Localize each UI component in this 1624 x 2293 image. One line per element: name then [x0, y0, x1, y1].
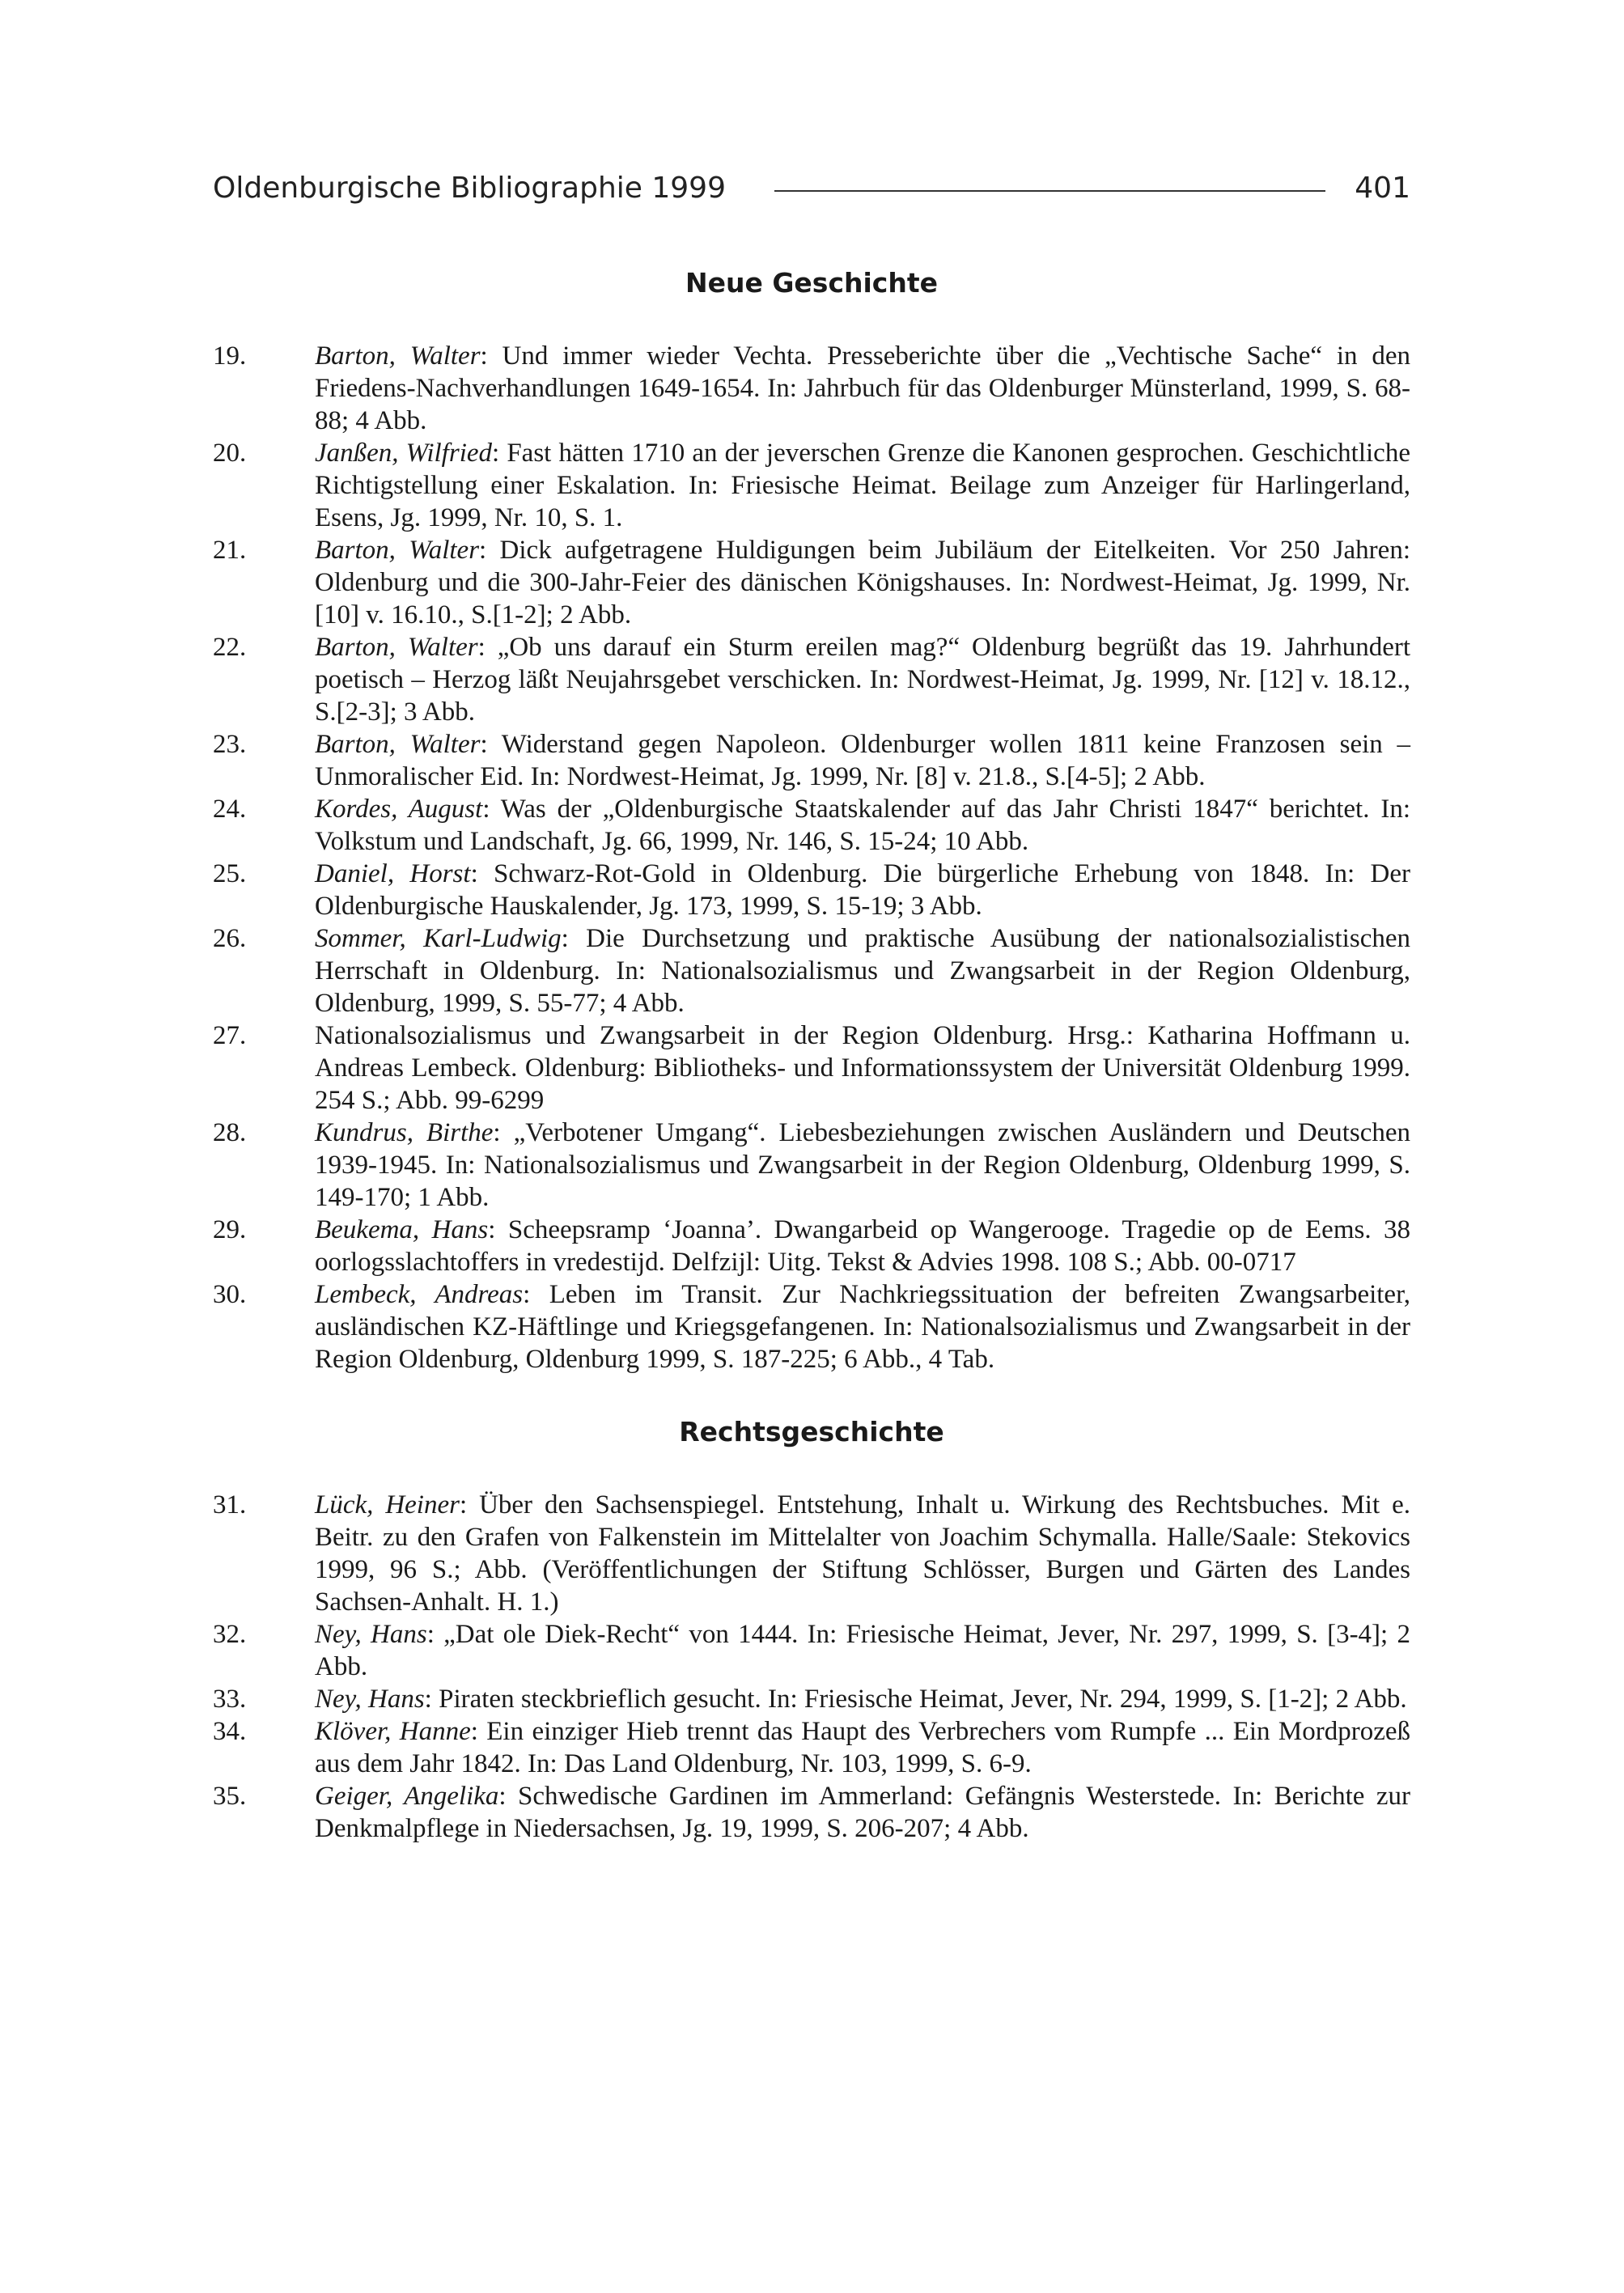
entry-text: [315, 922, 1410, 1019]
entry-author: Ney, Hans: [315, 1685, 425, 1714]
bibliography-entry: [213, 534, 1410, 631]
entry-text: [315, 1618, 1410, 1683]
entry-body: : Ein einziger Hieb trennt das Haupt des Verbrechers vom Rumpfe ... Ein Mordprozeß aus dem Jahr 1842. In: Das Land Oldenburg, Nr. 103, 1999, S. 6-9.: [315, 1717, 1410, 1778]
entry-number: 27.: [213, 1021, 247, 1050]
entry-number: 25.: [213, 859, 247, 888]
entry-number: 22.: [213, 633, 247, 662]
entry-number: 31.: [213, 1490, 247, 1519]
entry-body: : Piraten steckbrieflich gesucht. In: Friesische Heimat, Jever, Nr. 294, 1999, S. [1-2]; 2 Abb.: [424, 1685, 1407, 1714]
entry-number: 28.: [213, 1118, 247, 1147]
entry-body: : Schwarz-Rot-Gold in Oldenburg. Die bürgerliche Erhebung von 1848. In: Der Oldenburgische Hauskalender, Jg. 173, 1999, S. 15-19; 3 Abb.: [315, 859, 1410, 921]
entry-body: : Über den Sachsenspiegel. Entstehung, Inhalt u. Wirkung des Rechtsbuches. Mit e. Beitr. zu den Grafen von Falkenstein im Mittelalter von Joachim Schymalla. Halle/Saale: Stekovics 1999, 96 S.; Abb. (Veröffentlichungen der Stiftung Schlösser, Burgen und Gärten des Landes Sachsen-Anhalt. H. 1.): [315, 1490, 1410, 1617]
entry-number: 24.: [213, 795, 247, 824]
running-title: Oldenburgische Bibliographie 1999: [213, 171, 726, 205]
entry-author: Daniel, Horst: [315, 859, 471, 888]
section-heading: Neue Geschichte: [685, 267, 939, 299]
entry-body: : Scheepsramp ‘Joanna’. Dwangarbeid op Wangerooge. Tragedie op de Eems. 38 oorlogsslachtoffers in vredestijd. Delfzijl: Uitg. Tekst & Advies 1998. 108 S.; Abb. 00-0717: [315, 1215, 1410, 1277]
running-head: [213, 163, 1410, 212]
bibliography-entry: [213, 437, 1410, 534]
bibliography-entry: [213, 922, 1410, 1019]
entry-text: [315, 1715, 1410, 1780]
entry-author: Barton, Walter: [315, 341, 481, 371]
header-rule: [774, 190, 1325, 192]
entry-author: Barton, Walter: [315, 730, 481, 759]
entry-text: [315, 631, 1410, 728]
entry-body: : Und immer wieder Vechta. Presseberichte über die „Vechtische Sache“ in den Friedens-Nachverhandlungen 1649-1654. In: Jahrbuch für das Oldenburger Münsterland, 1999, S. 68-88; 4 Abb.: [315, 341, 1410, 435]
entry-text: [315, 340, 1410, 437]
entry-text: [315, 1278, 1410, 1375]
entry-number: 19.: [213, 341, 247, 371]
entry-number: 21.: [213, 536, 247, 565]
entry-number: 29.: [213, 1215, 247, 1244]
entry-body: Nationalsozialismus und Zwangsarbeit in der Region Oldenburg. Hrsg.: Katharina Hoffmann u. Andreas Lembeck. Oldenburg: Bibliotheks- und Informationssystem der Universität Oldenburg 1999. 254 S.; Abb. 99-6299: [315, 1021, 1410, 1115]
entry-body: : „Verbotener Umgang“. Liebesbeziehungen zwischen Ausländern und Deutschen 1939-1945. In: Nationalsozialismus und Zwangsarbeit in der Region Oldenburg, Oldenburg 1999, S. 149-170; 1 Abb.: [315, 1118, 1410, 1212]
bibliography-entry: [213, 1780, 1410, 1845]
entry-author: Lembeck, Andreas: [315, 1280, 524, 1309]
entry-text: [315, 1214, 1410, 1278]
bibliography-entry: [213, 1019, 1410, 1117]
entry-author: Geiger, Angelika: [315, 1782, 499, 1811]
bibliography-entry: [213, 1278, 1410, 1375]
entry-author: Lück, Heiner: [315, 1490, 460, 1519]
entry-number: 34.: [213, 1717, 247, 1746]
bibliography-entry: [213, 1117, 1410, 1214]
entry-text: [315, 437, 1410, 534]
entry-body: : Widerstand gegen Napoleon. Oldenburger wollen 1811 keine Franzosen sein – Unmoralischer Eid. In: Nordwest-Heimat, Jg. 1999, Nr. [8] v. 21.8., S.[4-5]; 2 Abb.: [315, 730, 1410, 791]
entry-body: : Fast hätten 1710 an der jeverschen Grenze die Kanonen gesprochen. Geschichtliche Richtigstellung einer Eskalation. In: Friesische Heimat. Beilage zum Anzeiger für Harlingerland, Esens, Jg. 1999, Nr. 10, S. 1.: [315, 439, 1410, 532]
entry-body: : „Dat ole Diek-Recht“ von 1444. In: Friesische Heimat, Jever, Nr. 297, 1999, S. [3-4]; 2 Abb.: [315, 1620, 1410, 1681]
entry-author: Ney, Hans: [315, 1620, 427, 1649]
entry-author: Barton, Walter: [315, 536, 480, 565]
entry-body: : Schwedische Gardinen im Ammerland: Gefängnis Westerstede. In: Berichte zur Denkmalpflege in Niedersachsen, Jg. 19, 1999, S. 206-207; 4 Abb.: [315, 1782, 1411, 1843]
bibliography-entry: [213, 1715, 1410, 1780]
entry-number: 30.: [213, 1280, 247, 1309]
entry-text: [315, 534, 1410, 631]
entry-body: : Dick aufgetragene Huldigungen beim Jubiläum der Eitelkeiten. Vor 250 Jahren: Oldenburg und die 300-Jahr-Feier des dänischen Königshauses. In: Nordwest-Heimat, Jg. 1999, Nr. [10] v. 16.10., S.[1-2]; 2 Abb.: [315, 536, 1410, 629]
entry-author: Kundrus, Birthe: [315, 1118, 494, 1147]
entry-author: Janßen, Wilfried: [315, 439, 493, 468]
entry-number: 26.: [213, 924, 247, 953]
entry-number: 32.: [213, 1620, 247, 1649]
bibliography-entry: [213, 793, 1410, 858]
section-heading: Rechtsgeschichte: [679, 1416, 944, 1447]
entry-text: [315, 1489, 1410, 1618]
entry-author: Barton, Walter: [315, 633, 478, 662]
bibliography-content: [213, 267, 1410, 1845]
entry-text: [315, 793, 1410, 858]
bibliography-entry: [213, 1618, 1410, 1683]
entry-author: Sommer, Karl-Ludwig: [315, 924, 562, 953]
entry-text: [315, 1683, 1410, 1715]
entry-text: [315, 1019, 1410, 1117]
entry-number: 20.: [213, 439, 247, 468]
entry-body: : Was der „Oldenburgische Staatskalender auf das Jahr Christi 1847“ berichtet. In: Volkstum und Landschaft, Jg. 66, 1999, Nr. 146, S. 15-24; 10 Abb.: [315, 795, 1410, 856]
entry-text: [315, 1117, 1410, 1214]
bibliography-entry: [213, 631, 1410, 728]
entry-author: Beukema, Hans: [315, 1215, 489, 1244]
entry-body: : „Ob uns darauf ein Sturm ereilen mag?“ Oldenburg begrüßt das 19. Jahrhundert poetisch – Herzog läßt Neujahrsgebet verschicken. In: Nordwest-Heimat, Jg. 1999, Nr. [12] v. 18.12., S.[2-3]; 3 Abb.: [315, 633, 1410, 727]
bibliography-entry: [213, 858, 1410, 922]
entry-author: Klöver, Hanne: [315, 1717, 471, 1746]
entry-author: Kordes, August: [315, 795, 483, 824]
bibliography-entry: [213, 1214, 1410, 1278]
page-number: 401: [1355, 171, 1410, 205]
entry-text: [315, 858, 1410, 922]
bibliography-entry: [213, 340, 1410, 437]
entry-text: [315, 728, 1410, 793]
bibliography-entry: [213, 1489, 1410, 1618]
entry-body: : Die Durchsetzung und praktische Ausübung der nationalsozialistischen Herrschaft in Oldenburg. In: Nationalsozialismus und Zwangsarbeit in der Region Oldenburg, Oldenburg, 1999, S. 55-77; 4 Abb.: [315, 924, 1410, 1018]
entry-number: 23.: [213, 730, 247, 759]
bibliography-entry: [213, 728, 1410, 793]
entry-body: : Leben im Transit. Zur Nachkriegssituation der befreiten Zwangsarbeiter, ausländischen KZ-Häftlinge und Kriegsgefangenen. In: Nationalsozialismus und Zwangsarbeit in der Region Oldenburg, Oldenburg 1999, S. 187-225; 6 Abb., 4 Tab.: [315, 1280, 1410, 1374]
entry-number: 33.: [213, 1685, 247, 1714]
entry-text: [315, 1780, 1410, 1845]
entry-number: 35.: [213, 1782, 247, 1811]
bibliography-entry: [213, 1683, 1410, 1715]
